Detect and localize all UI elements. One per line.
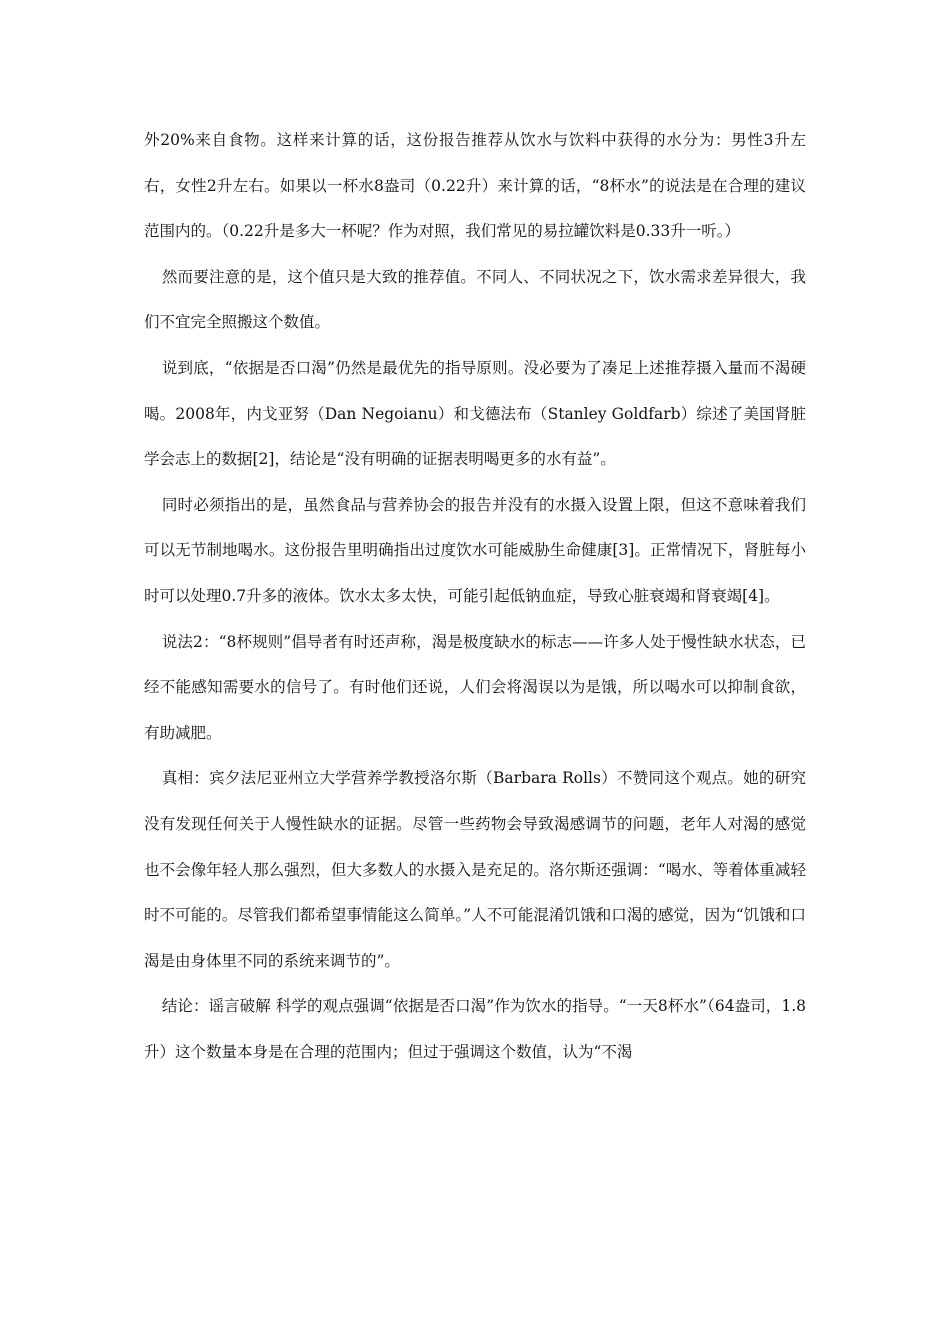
paragraph-overdrinking-risk: 同时必须指出的是，虽然食品与营养协会的报告并没有的水摄入设置上限，但这不意味着我们可以无节制地喝水。这份报告里明确指出过度饮水可能威胁生命健康[3]。正常情况下，肾脏每小时可以处理0.7升多的液体。饮水太多太快，可能引起低钠血症，导致心脏衰竭和肾衰竭[4]。 bbox=[144, 495, 806, 605]
paragraph-truth: 真相：宾夕法尼亚州立大学营养学教授洛尔斯（Barbara Rolls）不赞同这个观点。她的研究没有发现任何关于人慢性缺水的证据。尽管一些药物会导致渴感调节的问题，老年人对渴的感觉也不会像年轻人那么强烈，但大多数人的水摄入是充足的。洛尔斯还强调：“喝水、等着体重减轻时不可能的。尽管我们都希望事情能这么简单。”人不可能混淆饥饿和口渴的感觉，因为“饥饿和口渴是由身体里不同的系统来调节的”。 bbox=[144, 769, 806, 970]
paragraph-claim-2: 说法2：“8杯规则”倡导者有时还声称，渴是极度缺水的标志——许多人处于慢性缺水状态，已经不能感知需要水的信号了。有时他们还说，人们会将渴误以为是饿，所以喝水可以抑制食欲，有助减肥。 bbox=[144, 632, 806, 742]
paragraph-conclusion: 结论：谣言破解 科学的观点强调“依据是否口渴”作为饮水的指导。“一天8杯水”（64盎司，1.8升）这个数量本身是在合理的范围内；但过于强调这个数值，认为“不渴 bbox=[144, 997, 806, 1061]
paragraph-recommended-value: 然而要注意的是，这个值只是大致的推荐值。不同人、不同状况之下，饮水需求差异很大，我们不宜完全照搬这个数值。 bbox=[144, 267, 806, 332]
paragraph-water-sources: 外20%来自食物。这样来计算的话，这份报告推荐从饮水与饮料中获得的水分为：男性3升左右，女性2升左右。如果以一杯水8盎司（0.22升）来计算的话，“8杯水”的说法是在合理的建议范围内的。（0.22升是多大一杯呢？作为对照，我们常见的易拉罐饮料是0.33升一听。） bbox=[144, 131, 806, 241]
document-body bbox=[144, 118, 806, 1075]
paragraph-thirst-principle: 说到底，“依据是否口渴”仍然是最优先的指导原则。没必要为了凑足上述推荐摄入量而不渴硬喝。2008年，内戈亚努（Dan Negoianu）和戈德法布（Stanley Goldfarb）综述了美国肾脏学会志上的数据[2]，结论是“没有明确的证据表明喝更多的水有益”。 bbox=[144, 358, 806, 469]
